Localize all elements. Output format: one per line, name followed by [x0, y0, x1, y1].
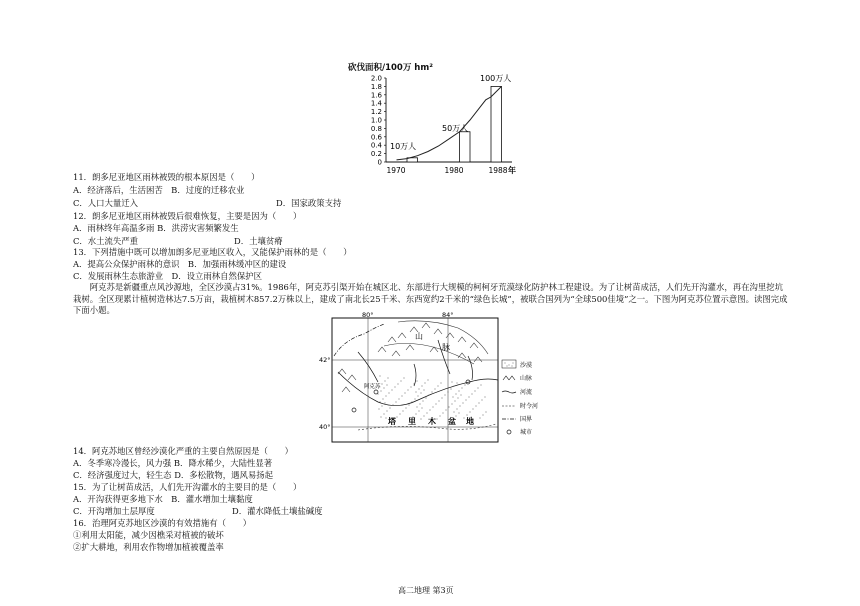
- desert-dot: [438, 400, 439, 401]
- chart-ytick-label: 0: [377, 158, 382, 167]
- chart-ytick-label: 1.8: [370, 82, 382, 91]
- chart-xtick-1970: 1970: [386, 166, 406, 175]
- chart-ytick-label: 0.6: [370, 133, 382, 142]
- desert-dot: [410, 386, 411, 387]
- desert-dot: [422, 400, 423, 401]
- desert-dot: [442, 412, 443, 413]
- desert-dot: [415, 391, 416, 392]
- chart-ytick-label: 0.2: [370, 150, 382, 159]
- desert-dot: [401, 395, 402, 396]
- chart-xtick-1980: 1980: [444, 166, 464, 175]
- desert-dot: [383, 413, 384, 414]
- desert-dot: [448, 406, 449, 407]
- desert-dot: [426, 412, 427, 413]
- desert-dot: [460, 394, 461, 395]
- desert-dot: [383, 387, 384, 388]
- q12-option-d: D．土壤贫瘠: [234, 236, 283, 246]
- desert-dot: [450, 388, 451, 389]
- desert-dot: [453, 411, 454, 412]
- desert-dot: [382, 398, 383, 399]
- chart-ytick-label: 0.4: [370, 141, 382, 150]
- desert-dot: [395, 401, 396, 402]
- desert-dot: [454, 400, 455, 401]
- desert-dot: [484, 396, 485, 397]
- q12-option-c: C．水土流失严重: [73, 236, 139, 246]
- map-lat-42: 42°: [319, 356, 331, 364]
- desert-dot: [452, 396, 453, 397]
- chart-xunit: 年: [508, 166, 516, 175]
- chart-ytick-label: 1.2: [370, 108, 382, 117]
- chart-bar-label-1: 10万人: [390, 142, 417, 151]
- svg-text:木: 木: [428, 417, 436, 426]
- desert-dot: [388, 392, 389, 393]
- desert-dot: [453, 385, 454, 386]
- desert-dot: [428, 394, 429, 395]
- desert-dot: [384, 380, 385, 381]
- map-mountain-char2: 脉: [442, 343, 450, 352]
- question-14: 14．阿克苏地区曾经沙漠化严重的主要自然原因是（ ）: [73, 446, 294, 456]
- legend-seasonal-river: 时令河: [520, 403, 539, 410]
- svg-text:地: 地: [466, 417, 474, 426]
- desert-dot: [437, 385, 438, 386]
- legend-mountain-symbol: [503, 376, 515, 380]
- desert-dot: [421, 385, 422, 386]
- desert-dot: [479, 417, 480, 418]
- desert-dot: [472, 408, 473, 409]
- reading-passage: 阿克苏是新疆重点风沙源地，全区沙漠占31%。1986年，阿克苏引渠开始在城区北、东部进行大规模的柯柯牙荒漠绿化防护林工程建设。为了让树苗成活，人们先开沟灌水，再在沟里挖坑栽树。全区现累计植树造林达7.5万亩，栽植树木857.2万株以上，建成了南北长25千米、东西宽约2千米的“绿色长城”，被联合国列为“全球500佳境”之一。下图为阿克苏位置示意图。读图完成下面小题。: [73, 282, 788, 315]
- desert-dot: [386, 410, 387, 411]
- desert-dot: [421, 407, 422, 408]
- map-lat-40: 40°: [319, 423, 331, 431]
- legend-city: 城市: [520, 429, 533, 436]
- desert-dot: [404, 392, 405, 393]
- question-15: 15．为了让树苗成活，人们先开沟灌水的主要目的是（ ）: [73, 482, 302, 492]
- svg-text:盆: 盆: [448, 417, 456, 426]
- desert-dot: [464, 384, 465, 385]
- desert-dot: [420, 418, 421, 419]
- desert-dot: [394, 386, 395, 387]
- desert-dot: [405, 407, 406, 408]
- desert-dot: [481, 399, 482, 400]
- svg-text:塔: 塔: [388, 417, 396, 426]
- chart-ylabel: 砍伐面积/100万 hm²: [348, 63, 433, 73]
- desert-dot: [400, 380, 401, 381]
- map-city-label: 阿克苏: [364, 384, 381, 390]
- desert-dot: [396, 416, 397, 417]
- desert-dot: [416, 380, 417, 381]
- desert-dot: [459, 405, 460, 406]
- desert-dot: [398, 398, 399, 399]
- desert-dot: [424, 382, 425, 383]
- q11-options-ab: A．经济落后，生活困苦 B．过度的迁移农业: [73, 185, 245, 195]
- desert-dot: [485, 411, 486, 412]
- legend-border: 国界: [520, 416, 533, 423]
- desert-dot: [397, 383, 398, 384]
- chart-bar-label-3: 100万人: [480, 74, 512, 83]
- desert-dot: [427, 379, 428, 380]
- desert-dot: [391, 389, 392, 390]
- map-lon-80: 80°: [362, 312, 374, 319]
- map-lon-84: 84°: [442, 312, 454, 319]
- desert-dot: [469, 411, 470, 412]
- desert-dot: [416, 406, 417, 407]
- chart-bar-label-2: 50万人: [442, 124, 469, 133]
- desert-dot: [471, 393, 472, 394]
- question-13: 13．下列措施中既可以增加朗多尼亚地区收入，又能保护雨林的是（ ）: [73, 247, 352, 257]
- desert-dot: [381, 405, 382, 406]
- desert-dot: [389, 407, 390, 408]
- q15-option-d: D．灌水降低土壤盐碱度: [232, 506, 323, 516]
- chart-xtick-1988: 1988: [488, 166, 508, 175]
- desert-dot: [434, 388, 435, 389]
- desert-dot: [379, 375, 380, 376]
- page-footer: 高二地理 第3页: [398, 586, 454, 595]
- desert-dot: [435, 403, 436, 404]
- desert-dot: [477, 387, 478, 388]
- q16-item-1: ①利用太阳能，减少因樵采对植被的破坏: [73, 530, 224, 540]
- desert-dot: [441, 397, 442, 398]
- desert-dot: [458, 412, 459, 413]
- desert-dot: [482, 414, 483, 415]
- desert-dot: [461, 387, 462, 388]
- desert-dot: [423, 389, 424, 390]
- desert-dot: [407, 389, 408, 390]
- desert-dot: [439, 415, 440, 416]
- desert-dot: [466, 414, 467, 415]
- desert-dot: [418, 388, 419, 389]
- desert-dot: [380, 416, 381, 417]
- desert-dot: [457, 397, 458, 398]
- desert-dot: [445, 409, 446, 410]
- chart-ytick-label: 1.0: [370, 116, 382, 125]
- desert-dot: [399, 413, 400, 414]
- desert-dot: [413, 383, 414, 384]
- map-mountain-char1: 山: [415, 332, 423, 341]
- desert-dot: [447, 391, 448, 392]
- desert-dot: [429, 409, 430, 410]
- desert-dot: [468, 396, 469, 397]
- q15-option-c: C．开沟增加土层厚度: [73, 506, 155, 516]
- q12-options-ab: A．雨林终年高温多雨 B．洪涝灾害频繁发生: [73, 223, 239, 233]
- desert-dot: [440, 382, 441, 383]
- desert-dot: [411, 401, 412, 402]
- desert-dot: [423, 415, 424, 416]
- desert-dot: [456, 408, 457, 409]
- desert-dot: [381, 383, 382, 384]
- question-11: 11．朗多尼亚地区雨林被毁的根本原因是（ ）: [73, 172, 260, 182]
- desert-dot: [385, 417, 386, 418]
- map-legend: [502, 360, 538, 436]
- legend-city-symbol: [507, 430, 511, 434]
- q16-item-2: ②扩大耕地，利用农作物增加植被覆盖率: [73, 542, 224, 552]
- desert-dot: [463, 417, 464, 418]
- desert-dot: [418, 410, 419, 411]
- desert-dot: [392, 404, 393, 405]
- desert-dot: [408, 404, 409, 405]
- desert-dot: [387, 377, 388, 378]
- desert-dot: [403, 377, 404, 378]
- legend-river: 河流: [520, 389, 533, 396]
- legend-river-symbol: [502, 391, 516, 393]
- desert-dot: [475, 405, 476, 406]
- desert-dot: [415, 413, 416, 414]
- desert-dot: [419, 403, 420, 404]
- desert-dot: [386, 384, 387, 385]
- desert-dot: [478, 402, 479, 403]
- desert-dot: [385, 395, 386, 396]
- desert-dot: [436, 418, 437, 419]
- desert-dot: [451, 381, 452, 382]
- chart-ytick-label: 2.0: [370, 74, 382, 83]
- question-12: 12．朗多尼亚地区雨林被毁后很难恢复，主要是因为（ ）: [73, 211, 302, 221]
- svg-text:里: 里: [408, 417, 416, 426]
- desert-dot: [444, 394, 445, 395]
- desert-dot: [451, 403, 452, 404]
- q11-option-d: D．国家政策支持: [276, 198, 342, 208]
- q13-options-ab: A．提高公众保护雨林的意识 B．加强雨林缓冲区的建设: [73, 259, 287, 269]
- chart-bar-3: [491, 86, 502, 162]
- legend-desert-swatch: [502, 360, 516, 368]
- desert-dot: [425, 397, 426, 398]
- deforestation-chart: [340, 58, 530, 178]
- desert-dot: [462, 402, 463, 403]
- chart-ytick-label: 1.4: [370, 99, 382, 108]
- desert-dot: [378, 408, 379, 409]
- desert-dot: [455, 393, 456, 394]
- chart-ytick-label: 0.8: [370, 124, 382, 133]
- desert-dot: [432, 406, 433, 407]
- desert-dot: [379, 401, 380, 402]
- desert-dot: [456, 382, 457, 383]
- q14-options-ab: A．冬季寒冷漫长，风力强 B．降水稀少，大陆性显著: [73, 458, 273, 468]
- q15-options-ab: A．开沟获得更多地下水 B．灌水增加土壤黏度: [73, 494, 253, 504]
- chart-bar-2: [460, 132, 471, 162]
- desert-dot: [384, 402, 385, 403]
- chart-ytick-label: 1.6: [370, 91, 382, 100]
- desert-dot: [402, 410, 403, 411]
- legend-mountain: 山脉: [520, 375, 533, 382]
- desert-dot: [420, 392, 421, 393]
- desert-dot: [380, 390, 381, 391]
- desert-dot: [480, 384, 481, 385]
- desert-dot: [417, 395, 418, 396]
- aksu-location-map: [318, 312, 558, 448]
- desert-dot: [431, 391, 432, 392]
- question-16: 16．治理阿克苏地区沙漠的有效措施有（ ）: [73, 518, 252, 528]
- desert-dot: [474, 390, 475, 391]
- legend-desert: 沙漠: [520, 362, 533, 369]
- q14-options-cd: C．经济强度过大，轻生态 D．多松散物，遇风易扬起: [73, 470, 274, 480]
- desert-dot: [458, 390, 459, 391]
- desert-dot: [465, 399, 466, 400]
- desert-dot: [414, 398, 415, 399]
- q13-options-cd: C．发展雨林生态旅游业 D．设立雨林自然保护区: [73, 271, 262, 281]
- q11-option-c: C．人口大量迁入: [73, 198, 139, 208]
